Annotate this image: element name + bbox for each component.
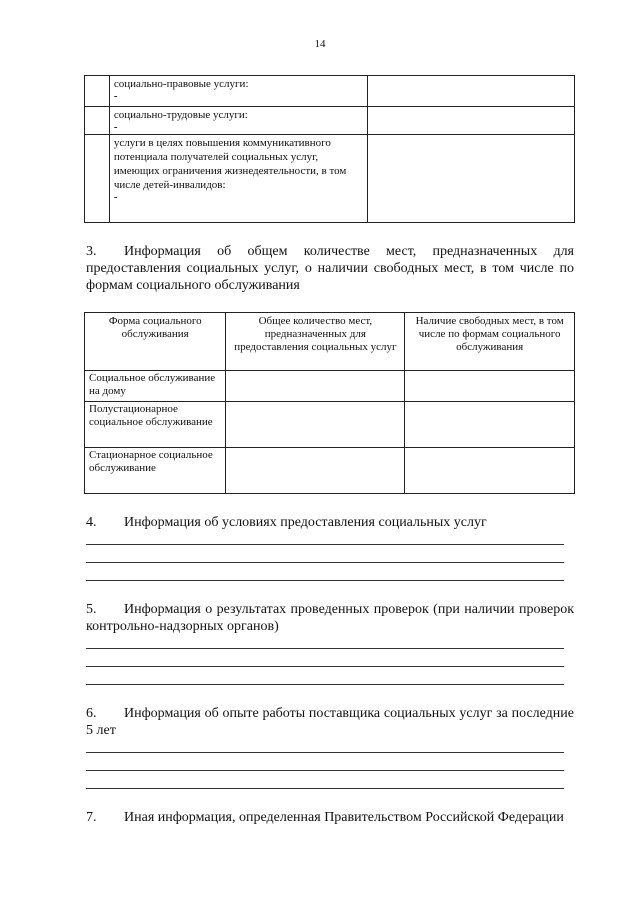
column-header-form: Форма социального обслуживания xyxy=(85,313,226,371)
service-label: услуги в целях повышения коммуникативного потенциала получателей социальных услуг, имеющих ограничения жизнедеятельности, в том числе детей-инвалидов: xyxy=(113,137,347,191)
section-number: 5. xyxy=(86,602,97,617)
free-cell xyxy=(405,448,575,494)
form-label: Социальное обслуживание на дому xyxy=(85,371,226,402)
service-cell xyxy=(109,76,367,107)
fill-line xyxy=(86,544,564,545)
service-label: социально-трудовые услуги: xyxy=(113,109,248,121)
total-cell xyxy=(226,402,405,448)
table-row xyxy=(85,402,575,448)
fill-line xyxy=(86,648,564,649)
fill-line xyxy=(86,580,564,581)
total-cell xyxy=(226,371,405,402)
service-dash: - xyxy=(113,191,118,203)
service-forms-table xyxy=(84,312,575,494)
fill-line xyxy=(86,684,564,685)
service-dash: - xyxy=(113,90,118,102)
services-table xyxy=(84,75,575,223)
section-text: Информация об условиях предоставления социальных услуг xyxy=(124,515,487,530)
fill-line xyxy=(86,752,564,753)
column-header-total: Общее количество мест, предназначенных для предоставления социальных услуг xyxy=(226,313,405,371)
section-number: 3. xyxy=(86,244,97,259)
fill-line xyxy=(86,562,564,563)
number-cell xyxy=(85,76,110,107)
service-cell xyxy=(109,135,367,223)
table-row xyxy=(85,448,575,494)
section-7-heading xyxy=(86,809,574,826)
column-header-free: Наличие свободных мест, в том числе по формам социального обслуживания xyxy=(405,313,575,371)
value-cell xyxy=(368,107,575,135)
value-cell xyxy=(368,76,575,107)
service-label: социально-правовые услуги: xyxy=(113,78,249,90)
section-3-heading xyxy=(86,243,574,294)
free-cell xyxy=(405,371,575,402)
number-cell xyxy=(85,135,110,223)
page-number: 14 xyxy=(314,38,326,50)
service-cell xyxy=(109,107,367,135)
fill-line xyxy=(86,788,564,789)
section-text: Иная информация, определенная Правительством Российской Федерации xyxy=(124,810,564,825)
fill-line xyxy=(86,666,564,667)
section-text: Информация об общем количестве мест, предназначенных для предоставления социальных услуг, о наличии свободных мест, в том числе по формам социального обслуживания xyxy=(86,244,574,293)
value-cell xyxy=(368,135,575,223)
number-cell xyxy=(85,107,110,135)
section-4-heading xyxy=(86,514,574,531)
form-label: Полустационарное социальное обслуживание xyxy=(85,402,226,448)
free-cell xyxy=(405,402,575,448)
section-6-heading xyxy=(86,705,574,739)
section-number: 6. xyxy=(86,706,97,721)
section-text: Информация об опыте работы поставщика социальных услуг за последние 5 лет xyxy=(86,706,574,738)
section-number: 4. xyxy=(86,515,97,530)
table-row xyxy=(85,76,575,107)
section-5-heading xyxy=(86,601,574,635)
table-row xyxy=(85,107,575,135)
section-text: Информация о результатах проведенных проверок (при наличии проверок контрольно-надзорных органов) xyxy=(86,602,574,634)
table-row xyxy=(85,135,575,223)
table-row xyxy=(85,371,575,402)
section-number: 7. xyxy=(86,810,97,825)
form-label: Стационарное социальное обслуживание xyxy=(85,448,226,494)
total-cell xyxy=(226,448,405,494)
table-header-row xyxy=(85,313,575,371)
fill-line xyxy=(86,770,564,771)
service-dash: - xyxy=(113,121,118,133)
